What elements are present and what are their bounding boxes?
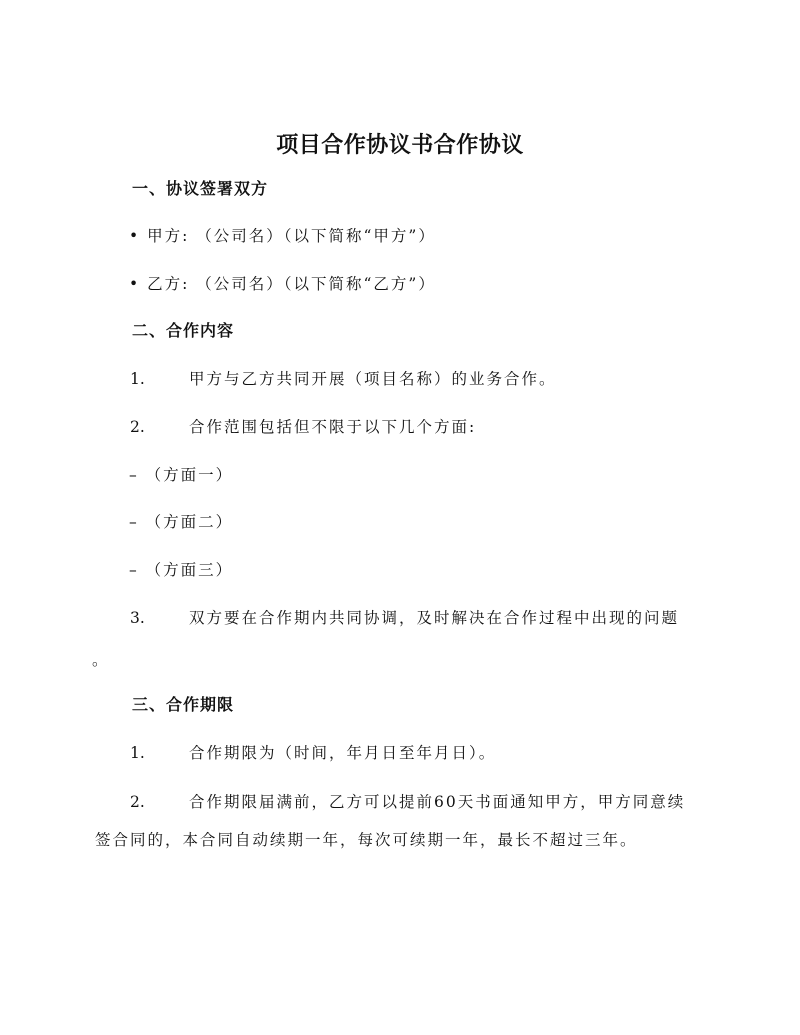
content-item-2-text: 合作范围包括但不限于以下几个方面: xyxy=(189,418,477,436)
content-item-2-number: 2. xyxy=(130,418,145,436)
section-heading-content: 二、合作内容 xyxy=(132,321,235,340)
aspect-3-line: – （方面三） xyxy=(129,561,234,579)
party-b-line: • 乙方: （公司名）（以下简称“乙方”） xyxy=(129,275,436,293)
content-item-3-continuation: 。 xyxy=(92,651,110,669)
content-item-3-text: 双方要在合作期内共同协调，及时解决在合作过程中出现的问题 xyxy=(189,609,680,627)
content-item-1-text: 甲方与乙方共同开展（项目名称）的业务合作。 xyxy=(189,370,557,388)
content-item-3-number: 3. xyxy=(130,609,145,627)
aspect-2-line: – （方面二） xyxy=(129,513,234,531)
term-item-1-number: 1. xyxy=(130,744,145,762)
party-a-line: • 甲方: （公司名）（以下简称“甲方”） xyxy=(129,227,436,245)
section-heading-term: 三、合作期限 xyxy=(132,695,235,714)
term-item-2-continuation: 签合同的，本合同自动续期一年，每次可续期一年，最长不超过三年。 xyxy=(95,831,638,849)
content-item-1-number: 1. xyxy=(130,370,145,388)
term-item-2-text: 合作期限届满前，乙方可以提前60天书面通知甲方，甲方同意续 xyxy=(189,793,686,811)
term-item-2-number: 2. xyxy=(130,793,145,811)
term-item-1-text: 合作期限为（时间，年月日至年月日）。 xyxy=(189,744,497,762)
aspect-1-line: – （方面一） xyxy=(129,466,234,484)
section-heading-parties: 一、协议签署双方 xyxy=(132,179,269,198)
document-title: 项目合作协议书合作协议 xyxy=(276,133,524,158)
